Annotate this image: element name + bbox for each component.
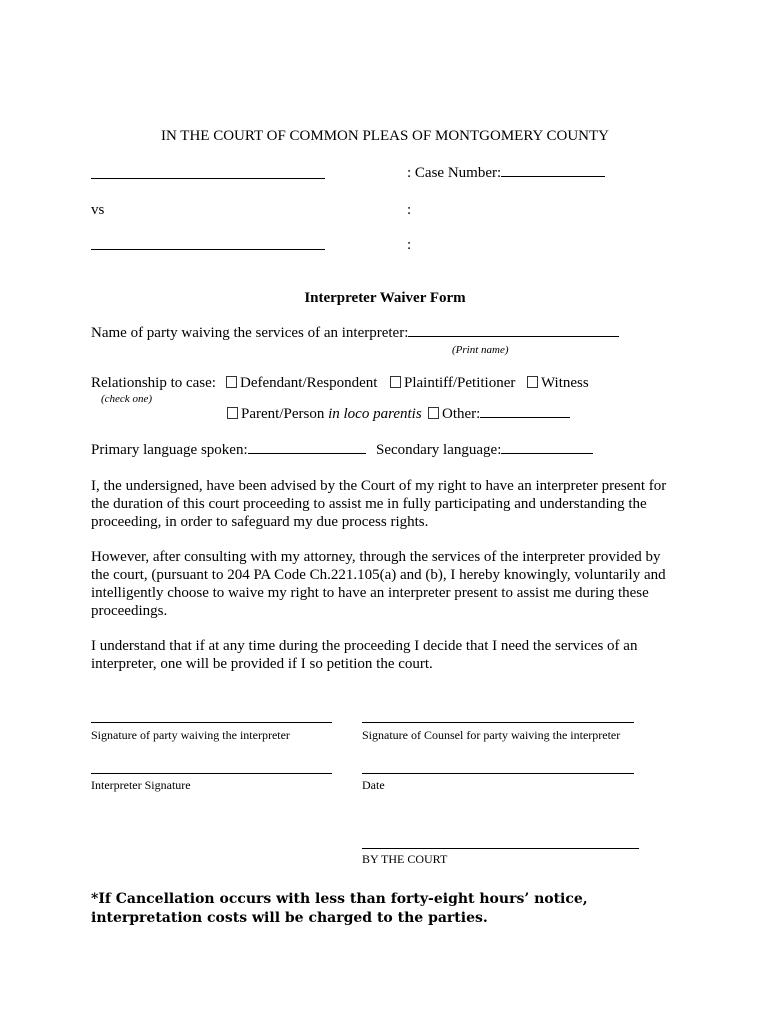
- party-name-label: Name of party waiving the services of an interpreter:: [91, 325, 409, 341]
- checkbox-other[interactable]: [428, 407, 439, 419]
- petition-paragraph: I understand that if at any time during the proceeding I decide that I need the services of an interpreter, one will be provided if I so petition the court.: [91, 638, 638, 672]
- secondary-language-blank[interactable]: [501, 453, 593, 454]
- option-parent[interactable]: [227, 406, 422, 423]
- defendant-name-line[interactable]: [91, 249, 325, 250]
- party-name-blank[interactable]: [408, 336, 619, 337]
- option-defendant-label: Defendant/Respondent: [240, 375, 378, 391]
- interpreter-signature-line[interactable]: [91, 773, 332, 774]
- plaintiff-name-line[interactable]: [91, 178, 325, 179]
- option-other-label: Other:: [442, 406, 481, 422]
- form-title: Interpreter Waiver Form: [304, 290, 466, 306]
- date-line[interactable]: [362, 773, 634, 774]
- check-one-note: (check one): [101, 393, 152, 405]
- advisement-paragraph: I, the undersigned, have been advised by the Court of my right to have an interpreter present for the duration of this court proceeding to assist me in fully participating and understanding the proceeding, in order to safeguard my due process rights.: [91, 478, 667, 530]
- date-label: Date: [362, 778, 385, 792]
- option-parent-label: Parent/Person: [241, 406, 329, 422]
- party-signature-line[interactable]: [91, 722, 332, 723]
- cancellation-notice: *If Cancellation occurs with less than forty-eight hours’ notice, interpretation costs will be charged to the parties.: [91, 891, 588, 926]
- party-name-field: [91, 325, 619, 342]
- option-witness-label: Witness: [541, 375, 589, 391]
- checkbox-parent[interactable]: [227, 407, 238, 419]
- counsel-signature-label: Signature of Counsel for party waiving the interpreter: [362, 728, 621, 742]
- counsel-signature-line[interactable]: [362, 722, 634, 723]
- checkbox-defendant[interactable]: [226, 376, 237, 388]
- case-number-label: : Case Number:: [407, 165, 502, 181]
- caption-colon: :: [407, 237, 412, 253]
- other-blank[interactable]: [480, 417, 570, 418]
- interpreter-signature-label: Interpreter Signature: [91, 778, 191, 792]
- by-the-court-label: BY THE COURT: [362, 852, 448, 866]
- secondary-language-label: Secondary language:: [376, 442, 502, 458]
- option-witness[interactable]: [527, 375, 589, 392]
- primary-language-field: [91, 442, 366, 459]
- option-other[interactable]: [428, 406, 570, 423]
- primary-language-label: Primary language spoken:: [91, 442, 248, 458]
- waiver-paragraph: However, after consulting with my attorney, through the services of the interpreter provided by the court, (pursuant to 204 PA Code Ch.221.105(a) and (b), I hereby knowingly, voluntarily and intelligently choose to waive my right to have an interpreter present to assist me during these proceedings.: [91, 549, 666, 619]
- option-parent-italic: in loco parentis: [328, 406, 422, 422]
- print-name-note: (Print name): [452, 344, 509, 356]
- court-title: IN THE COURT OF COMMON PLEAS OF MONTGOMERY COUNTY: [160, 128, 610, 144]
- case-number-field: [407, 165, 605, 182]
- option-plaintiff-label: Plaintiff/Petitioner: [404, 375, 516, 391]
- caption-colon: :: [407, 202, 412, 218]
- option-defendant[interactable]: [226, 375, 377, 392]
- vs-label: vs: [91, 202, 105, 218]
- case-number-blank[interactable]: [501, 176, 605, 177]
- by-the-court-line[interactable]: [362, 848, 639, 849]
- option-plaintiff[interactable]: [390, 375, 515, 392]
- primary-language-blank[interactable]: [248, 453, 366, 454]
- party-signature-label: Signature of party waiving the interpreter: [91, 728, 290, 742]
- checkbox-plaintiff[interactable]: [390, 376, 401, 388]
- checkbox-witness[interactable]: [527, 376, 538, 388]
- relationship-label: Relationship to case:: [91, 375, 216, 391]
- secondary-language-field: [376, 442, 593, 459]
